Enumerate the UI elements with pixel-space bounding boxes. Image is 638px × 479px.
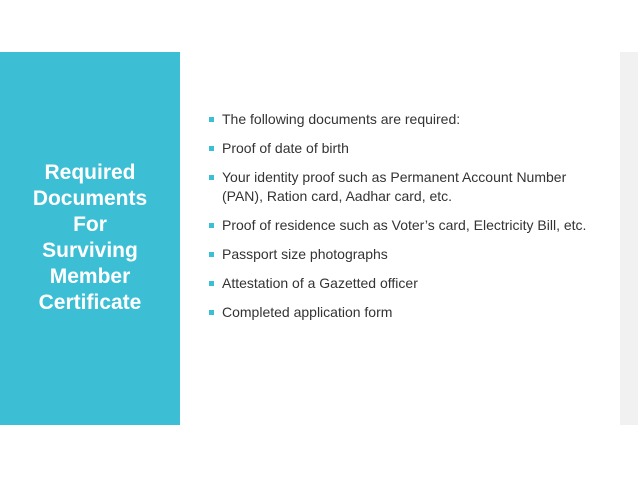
bullet-text: Passport size photographs — [222, 246, 388, 262]
bullet-item-application-form — [208, 303, 608, 322]
bullet-item-photographs — [208, 245, 608, 264]
bullet-text: Your identity proof such as Permanent Account Number (PAN), Ration card, Aadhar card, etc. — [222, 169, 567, 204]
title-panel — [0, 52, 180, 425]
square-bullet-icon — [209, 146, 214, 151]
right-edge-strip — [620, 52, 638, 425]
title-line: Certificate — [38, 290, 142, 314]
square-bullet-icon — [209, 252, 214, 257]
bullet-item-documents-required — [208, 110, 608, 129]
square-bullet-icon — [209, 223, 214, 228]
bullet-item-attestation — [208, 274, 608, 293]
bullet-text: Proof of residence such as Voter’s card, Electricity Bill, etc. — [222, 217, 587, 233]
square-bullet-icon — [209, 175, 214, 180]
title-line: For — [73, 212, 107, 236]
title-line: Required — [44, 160, 136, 184]
title-line: Documents — [32, 186, 148, 210]
bullet-text: Proof of date of birth — [222, 140, 349, 156]
bullet-text: The following documents are required: — [222, 111, 461, 127]
title-line: Surviving — [42, 238, 138, 262]
title-line: Member — [49, 264, 131, 288]
square-bullet-icon — [209, 310, 214, 315]
bullet-item-proof-of-birth — [208, 139, 608, 158]
bullet-list — [208, 110, 608, 332]
bullet-text: Completed application form — [222, 304, 393, 320]
bullet-text: Attestation of a Gazetted officer — [222, 275, 418, 291]
square-bullet-icon — [209, 117, 214, 122]
bullet-item-identity-proof — [208, 168, 608, 206]
square-bullet-icon — [209, 281, 214, 286]
bullet-item-residence-proof — [208, 216, 608, 235]
slide-title — [5, 160, 175, 316]
